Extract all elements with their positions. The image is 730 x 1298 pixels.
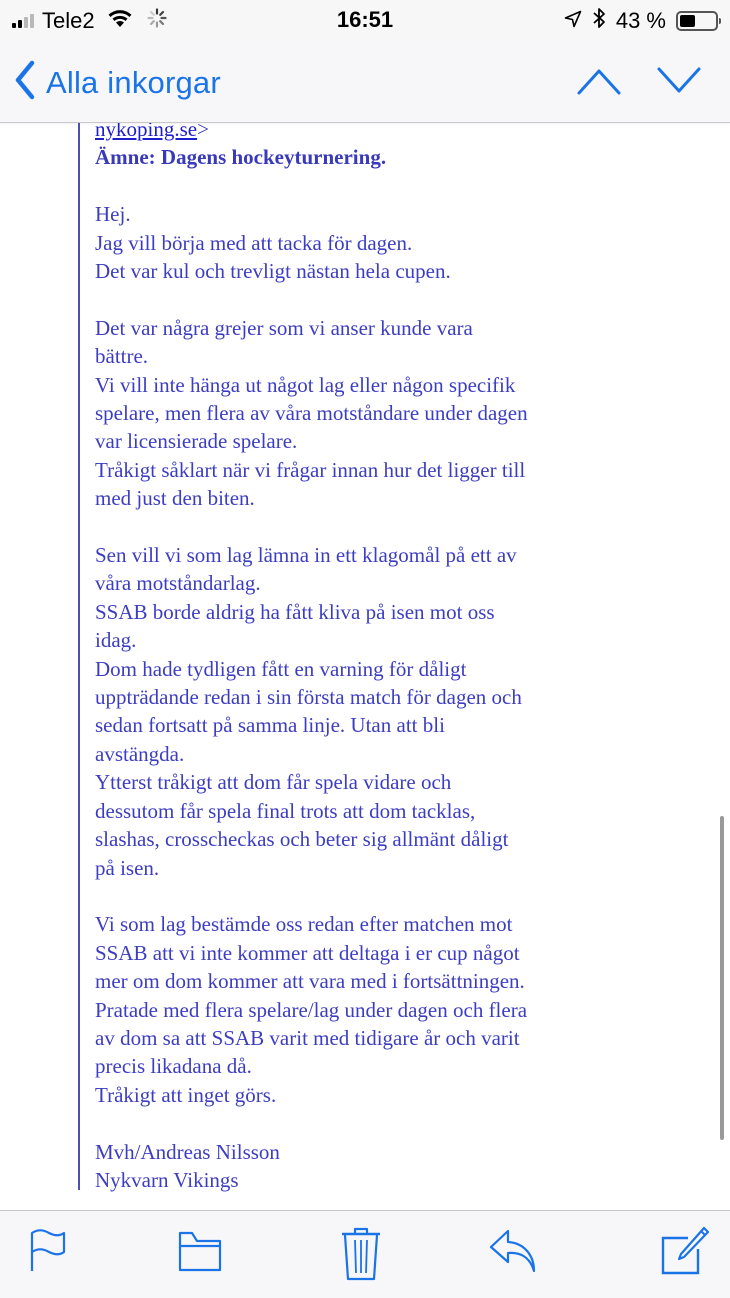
flag-button[interactable] bbox=[28, 1225, 68, 1280]
email-text-line: sedan fortsatt på samma linje. Utan att bli bbox=[95, 713, 445, 738]
back-button[interactable] bbox=[14, 60, 221, 105]
email-text-line: av dom sa att SSAB varit med tidigare år och varit bbox=[95, 1025, 520, 1050]
email-subject: Ämne: Dagens hockeyturnering. bbox=[95, 145, 387, 170]
bluetooth-icon bbox=[592, 7, 606, 35]
email-text-line: slashas, crosscheckas och beter sig allmänt dåligt bbox=[95, 827, 509, 852]
reply-icon bbox=[488, 1264, 540, 1281]
compose-icon bbox=[660, 1264, 712, 1281]
address-suffix: > bbox=[197, 123, 209, 141]
next-message-button[interactable] bbox=[656, 64, 702, 103]
quoted-message bbox=[78, 123, 578, 1190]
email-text-line: SSAB borde aldrig ha fått kliva på isen mot oss bbox=[95, 599, 495, 624]
email-text-line: Ytterst tråkigt att dom får spela vidare och bbox=[95, 770, 452, 795]
email-text-line: Dom hade tydligen fått en varning för dåligt bbox=[95, 656, 467, 681]
email-paragraph bbox=[95, 910, 578, 1109]
email-text-line: dessutom får spela final trots att dom tacklas, bbox=[95, 798, 476, 823]
email-paragraphs bbox=[95, 200, 578, 1194]
email-text-line: uppträdande redan i sin första match för dagen och bbox=[95, 685, 522, 710]
bottom-toolbar bbox=[0, 1210, 730, 1298]
email-text-line: Det var kul och trevligt nästan hela cupen. bbox=[95, 259, 451, 284]
email-text-line: Vi vill inte hänga ut något lag eller någon specifik bbox=[95, 372, 516, 397]
flag-icon bbox=[28, 1262, 68, 1279]
vertical-scrollbar[interactable] bbox=[720, 816, 724, 1140]
email-text-line: Tråkigt att inget görs. bbox=[95, 1082, 277, 1107]
email-text-line: spelare, men flera av våra motståndare under dagen bbox=[95, 401, 528, 426]
trash-icon bbox=[340, 1270, 382, 1287]
email-text-line: Vi som lag bestämde oss redan efter matchen mot bbox=[95, 912, 513, 937]
compose-button[interactable] bbox=[660, 1225, 712, 1282]
email-text-line: Det var några grejer som vi anser kunde vara bbox=[95, 315, 473, 340]
email-text-line: våra motståndarlag. bbox=[95, 571, 261, 596]
status-bar bbox=[0, 0, 730, 42]
email-paragraph bbox=[95, 200, 578, 285]
reply-button[interactable] bbox=[488, 1225, 540, 1282]
sender-address-line bbox=[95, 123, 578, 143]
previous-message-button[interactable] bbox=[576, 64, 622, 103]
carrier-name: Tele2 bbox=[42, 8, 95, 33]
chevron-down-icon bbox=[656, 85, 702, 102]
email-text-line: SSAB att vi inte kommer att deltaga i er cup något bbox=[95, 940, 520, 965]
email-text-line: Tråkigt såklart när vi frågar innan hur det ligger till bbox=[95, 457, 526, 482]
battery-icon bbox=[676, 11, 718, 31]
email-text-line: idag. bbox=[95, 628, 137, 653]
email-text-line: Jag vill börja med att tacka för dagen. bbox=[95, 230, 413, 255]
email-text-line: mer om dom kommer att vara med i fortsättningen. bbox=[95, 969, 525, 994]
folder-icon bbox=[177, 1262, 223, 1279]
email-text-line: på isen. bbox=[95, 855, 160, 880]
battery-percent: 43 % bbox=[615, 8, 666, 33]
email-body-scroll-area[interactable] bbox=[0, 123, 730, 1210]
move-to-folder-button[interactable] bbox=[177, 1225, 223, 1280]
email-text-line: Hej. bbox=[95, 202, 131, 227]
navigation-bar bbox=[0, 42, 730, 123]
email-text-line: avstängda. bbox=[95, 741, 185, 766]
email-text-line: Sen vill vi som lag lämna in ett klagomål på ett av bbox=[95, 543, 517, 568]
back-label: Alla inkorgar bbox=[46, 64, 221, 100]
email-text-line: precis likadana då. bbox=[95, 1054, 252, 1079]
clock-time: 16:51 bbox=[336, 7, 394, 32]
chevron-up-icon bbox=[576, 85, 622, 102]
email-paragraph bbox=[95, 541, 578, 882]
email-text-line: Pratade med flera spelare/lag under dagen och flera bbox=[95, 997, 528, 1022]
status-right bbox=[564, 7, 718, 35]
email-text-line: var licensierade spelare. bbox=[95, 429, 298, 454]
email-text-line: med just den biten. bbox=[95, 486, 255, 511]
email-paragraph bbox=[95, 314, 578, 513]
location-arrow-icon bbox=[564, 8, 582, 34]
battery-level-fill bbox=[680, 15, 695, 27]
email-text-line: Mvh/Andreas Nilsson bbox=[95, 1139, 280, 1164]
chevron-left-icon bbox=[14, 60, 36, 105]
email-text-line: bättre. bbox=[95, 344, 149, 369]
delete-button[interactable] bbox=[340, 1225, 382, 1288]
email-text-line: Nykvarn Vikings bbox=[95, 1167, 239, 1192]
email-address-link[interactable]: nykoping.se bbox=[95, 123, 198, 141]
email-paragraph bbox=[95, 1138, 578, 1195]
